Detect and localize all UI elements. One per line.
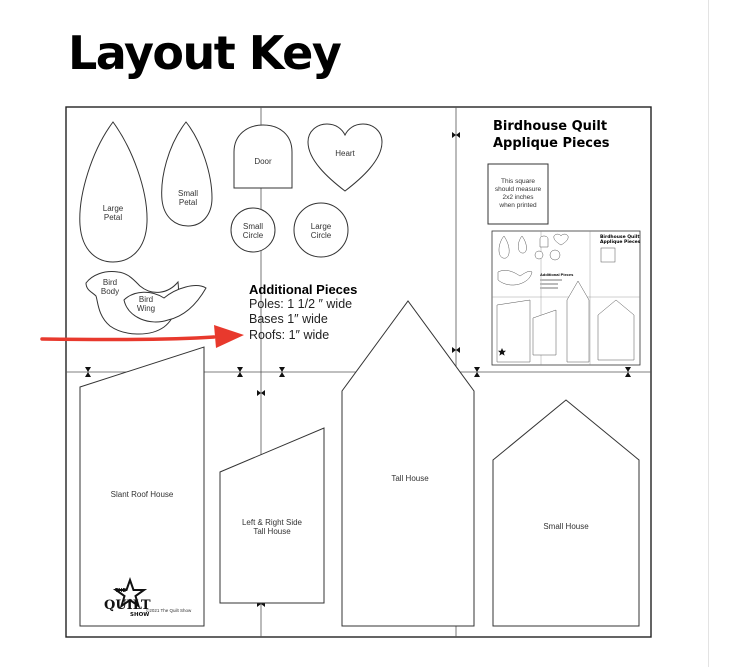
thumbnail-heading: Birdhouse Quilt [600,235,640,240]
page-title: Layout Key [68,26,341,80]
logo-quilt-text: QUILT [104,598,151,613]
additional-poles-line: Poles: 1 1/2 ″ wide [249,297,353,311]
calibration-square-text: This square [501,178,535,185]
slant-roof-house-shape [80,347,204,626]
calibration-square-text: when printed [499,202,537,209]
additional-pieces-title: Additional Pieces [249,282,358,297]
logo-copyright: ©2021 The Quilt Show [146,608,192,613]
small-house-label: Small House [543,522,589,531]
large-circle-label: Circle [310,231,332,240]
large-circle-label: Large [310,222,332,231]
door-label: Door [254,157,272,166]
bird-body-label: Body [100,287,120,296]
sheet-thumbnail [492,231,641,365]
bird-body-label: Bird [102,278,118,287]
side-tall-house-label: Left & Right Side [241,518,303,527]
calibration-square-text: 2x2 inches [502,194,534,201]
bird-wing-label: Wing [136,304,156,313]
sheet-heading-line2: Applique Pieces [493,136,610,151]
large-petal-label: Petal [103,213,123,222]
small-petal-label: Small [177,189,199,198]
logo-the-text: THE [115,588,127,594]
thumbnail-heading: Applique Pieces [600,240,641,245]
additional-bases-line: Bases 1″ wide [249,312,328,326]
logo-show-text: SHOW [130,612,150,618]
sheet-heading-line1: Birdhouse Quilt [493,119,608,134]
calibration-square-text: should measure [494,186,542,193]
small-petal-label: Petal [178,198,198,207]
heart-label: Heart [335,149,355,158]
small-circle-label: Circle [242,231,264,240]
small-circle-label: Small [242,222,264,231]
slant-roof-house-label: Slant Roof House [110,490,174,499]
tall-house-label: Tall House [391,474,429,483]
side-tall-house-label: Tall House [253,527,291,536]
thumbnail-extra-title: Additional Pieces [540,272,574,277]
additional-roofs-line: Roofs: 1″ wide [249,328,330,342]
bird-wing-label: Bird [138,295,154,304]
large-petal-label: Large [102,204,124,213]
